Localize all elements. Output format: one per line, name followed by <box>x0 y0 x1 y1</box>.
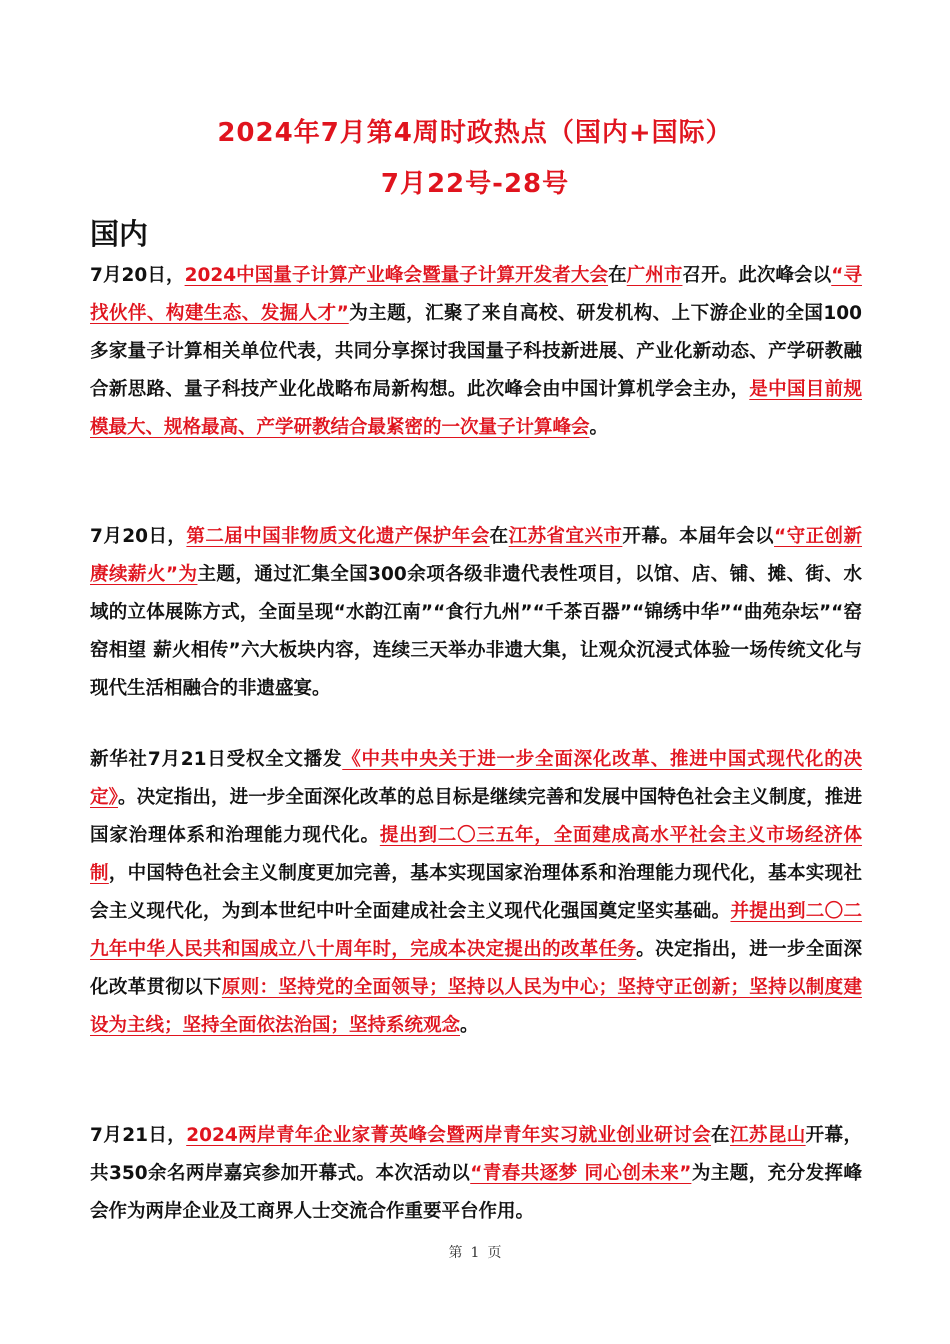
text-run: 7月21日， <box>90 1125 187 1146</box>
news-paragraph <box>90 257 862 447</box>
highlight-theme: “青春共逐梦 同心创未来” <box>470 1163 692 1184</box>
highlight-theme: “寻找伙伴、构建生态、发掘人才” <box>90 265 862 324</box>
text-run: 。 <box>460 1015 479 1036</box>
highlight-significance: 是中国目前规模最大、规格最高、产学研教结合最紧密的一次量子计算峰会 <box>90 379 862 438</box>
highlight-document: 《中共中央关于进一步全面深化改革、推进中国式现代化的决定》 <box>90 749 862 808</box>
highlight-theme: “守正创新 赓续薪火”为 <box>90 526 862 585</box>
page-suffix: 页 <box>487 1245 502 1261</box>
text-run: 。 <box>589 417 609 438</box>
highlight-location: 江苏昆山 <box>729 1125 806 1146</box>
highlight-principles: 原则：坚持党的全面领导；坚持以人民为中心；坚持守正创新；坚持以制度建设为主线；坚持全面依法治国；坚持系统观念 <box>90 977 862 1036</box>
text-run: 在 <box>608 265 627 286</box>
news-paragraph <box>90 1117 862 1231</box>
text-run: 开幕，共350余名两岸嘉宾参加开幕式。本次活动以 <box>90 1125 862 1184</box>
text-run: 为主题，汇聚了来自高校、研发机构、上下游企业的全国100多家量子计算相关单位代表，共同分享探讨我国量子科技新进展、产业化新动态、产学研教融合新思路、量子科技产业化战略布局新构想。此次峰会由中国计算机学会主办， <box>90 303 862 400</box>
highlight-goal-2029: 并提出到二〇二九年中华人民共和国成立八十周年时，完成本决定提出的改革任务 <box>90 901 862 960</box>
text-run: 开幕。本届年会以 <box>622 526 774 547</box>
text-run: 。决定指出，进一步全面深化改革贯彻以下 <box>90 939 862 998</box>
text-run: 召开。此次峰会以 <box>682 265 832 286</box>
highlight-goal-2035: 提出到二〇三五年，全面建成高水平社会主义市场经济体制 <box>90 825 862 884</box>
text-run: 在 <box>711 1125 730 1146</box>
news-paragraph <box>90 741 862 1045</box>
highlight-location: 江苏省宜兴市 <box>508 526 623 547</box>
news-paragraph <box>90 518 862 708</box>
text-run: 新华社7月21日受权全文播发 <box>90 749 343 770</box>
page-number-footer <box>0 1242 950 1262</box>
text-run: 7月20日， <box>90 526 187 547</box>
text-run: ，中国特色社会主义制度更加完善，基本实现国家治理体系和治理能力现代化，基本实现社会主义现代化，为到本世纪中叶全面建成社会主义现代化强国奠定坚实基础。 <box>90 863 862 922</box>
text-run: 主题，通过汇集全国300余项各级非遗代表性项目，以馆、店、铺、摊、街、水域的立体展陈方式，全面呈现“水韵江南”“食行九州”“千茶百器”“锦绣中华”“曲苑杂坛”“窑窑相望 薪火相传”六大板块内容，连续三天举办非遗大集，让观众沉浸式体验一场传统文化与现代生活相融合的非遗盛宴。 <box>90 564 862 699</box>
text-run: 。决定指出，进一步全面深化改革的总目标是继续完善和发展中国特色社会主义制度，推进国家治理体系和治理能力现代化。 <box>90 787 862 846</box>
highlight-event: 2024两岸青年企业家菁英峰会暨两岸青年实习就业创业研讨会 <box>186 1125 712 1146</box>
section-heading-domestic: 国内 <box>90 217 149 251</box>
text-run: 为主题，充分发挥峰会作为两岸企业及工商界人士交流合作重要平台作用。 <box>90 1163 862 1222</box>
page-title: 2024年7月第4周时政热点（国内+国际） <box>217 118 733 148</box>
text-run: 在 <box>489 526 509 547</box>
highlight-location: 广州市 <box>626 265 683 286</box>
highlight-event: 2024中国量子计算产业峰会暨量子计算开发者大会 <box>184 265 609 286</box>
page-subtitle-dates: 7月22号-28号 <box>380 169 570 199</box>
page-prefix: 第 <box>448 1245 463 1261</box>
text-run: 7月20日， <box>90 265 185 286</box>
page-number: 1 <box>470 1245 480 1261</box>
highlight-event: 第二届中国非物质文化遗产保护年会 <box>186 526 490 547</box>
